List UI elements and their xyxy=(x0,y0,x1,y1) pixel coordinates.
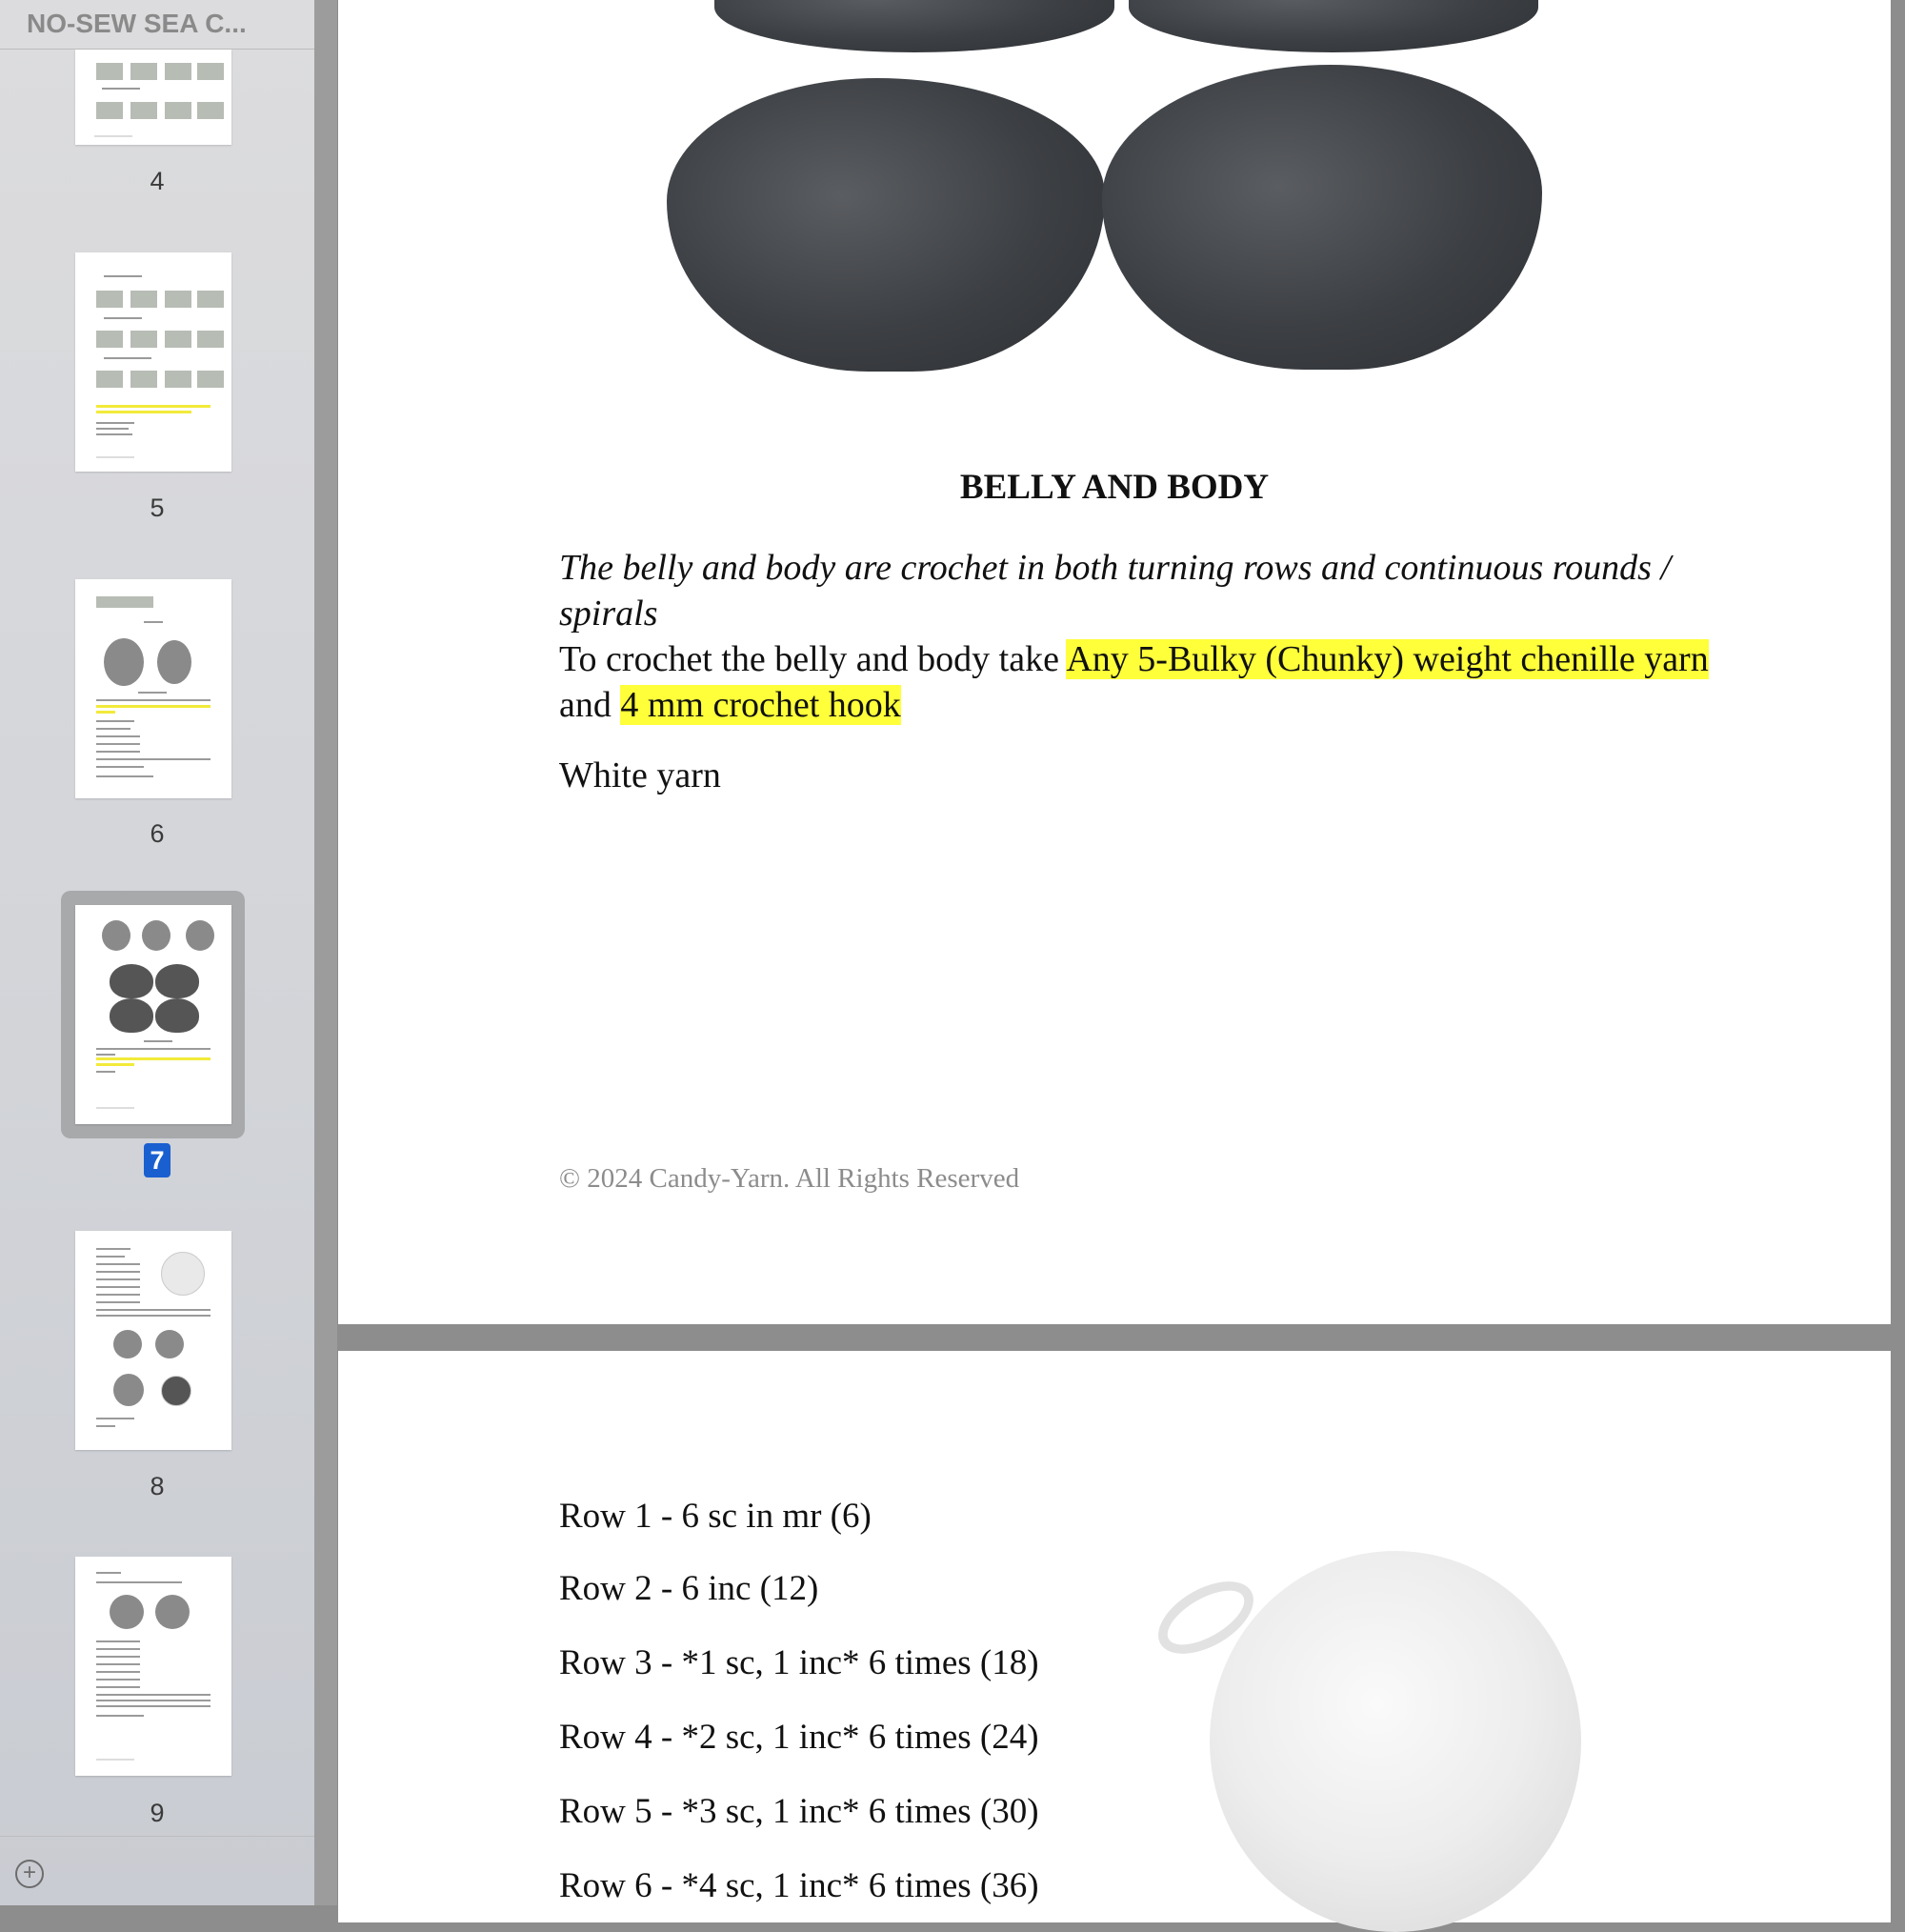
instruction-prefix: To crochet the belly and body take xyxy=(559,639,1067,679)
page-number-8[interactable]: 8 xyxy=(150,1472,165,1500)
page-number-5[interactable]: 5 xyxy=(150,493,165,522)
hook-highlight: 4 mm crochet hook xyxy=(620,685,901,725)
instruction-paragraph xyxy=(559,636,1797,728)
document-page-8 xyxy=(338,1351,1891,1922)
intro-paragraph: The belly and body are crochet in both turning rows and continuous rounds / spirals xyxy=(559,548,1672,634)
page-thumbnail-9[interactable] xyxy=(75,1557,231,1776)
page-thumbnail-6[interactable] xyxy=(75,579,231,798)
thumbnail-sidebar xyxy=(0,0,315,1905)
row-instruction: Row 2 - 6 inc (12) xyxy=(559,1569,819,1608)
page-thumbnail-4[interactable] xyxy=(75,50,231,145)
sidebar-footer-divider xyxy=(0,1836,314,1837)
row-instruction: Row 4 - *2 sc, 1 inc* 6 times (24) xyxy=(559,1718,1039,1757)
page-thumbnail-8[interactable] xyxy=(75,1231,231,1450)
page-number-6[interactable]: 6 xyxy=(150,819,165,848)
instruction-and: and xyxy=(559,685,621,725)
row-instruction: Row 6 - *4 sc, 1 inc* 6 times (36) xyxy=(559,1866,1039,1905)
flipper-illustration xyxy=(338,0,1891,400)
copyright-footer: © 2024 Candy-Yarn. All Rights Reserved xyxy=(559,1163,1020,1194)
sidebar-resize-handle[interactable] xyxy=(314,0,337,1905)
row-instruction: Row 1 - 6 sc in mr (6) xyxy=(559,1497,872,1536)
row-instruction: Row 3 - *1 sc, 1 inc* 6 times (18) xyxy=(559,1643,1039,1682)
page-number-4[interactable]: 4 xyxy=(150,167,165,195)
page-thumbnail-5[interactable] xyxy=(75,252,231,472)
document-page-7 xyxy=(338,0,1891,1324)
row-instruction: Row 5 - *3 sc, 1 inc* 6 times (30) xyxy=(559,1792,1039,1831)
document-title: NO-SEW SEA C... xyxy=(0,0,314,50)
white-ball-illustration xyxy=(1148,1551,1576,1932)
page-thumbnail-7[interactable] xyxy=(75,905,231,1124)
white-yarn-text: White yarn xyxy=(559,755,721,795)
yarn-highlight: Any 5-Bulky (Chunky) weight chenille yarn xyxy=(1066,639,1709,679)
page-number-9[interactable]: 9 xyxy=(150,1799,165,1827)
section-heading: BELLY AND BODY xyxy=(959,468,1270,507)
page-number-7[interactable]: 7 xyxy=(0,1143,314,1177)
plus-circle-icon[interactable]: + xyxy=(15,1860,44,1888)
